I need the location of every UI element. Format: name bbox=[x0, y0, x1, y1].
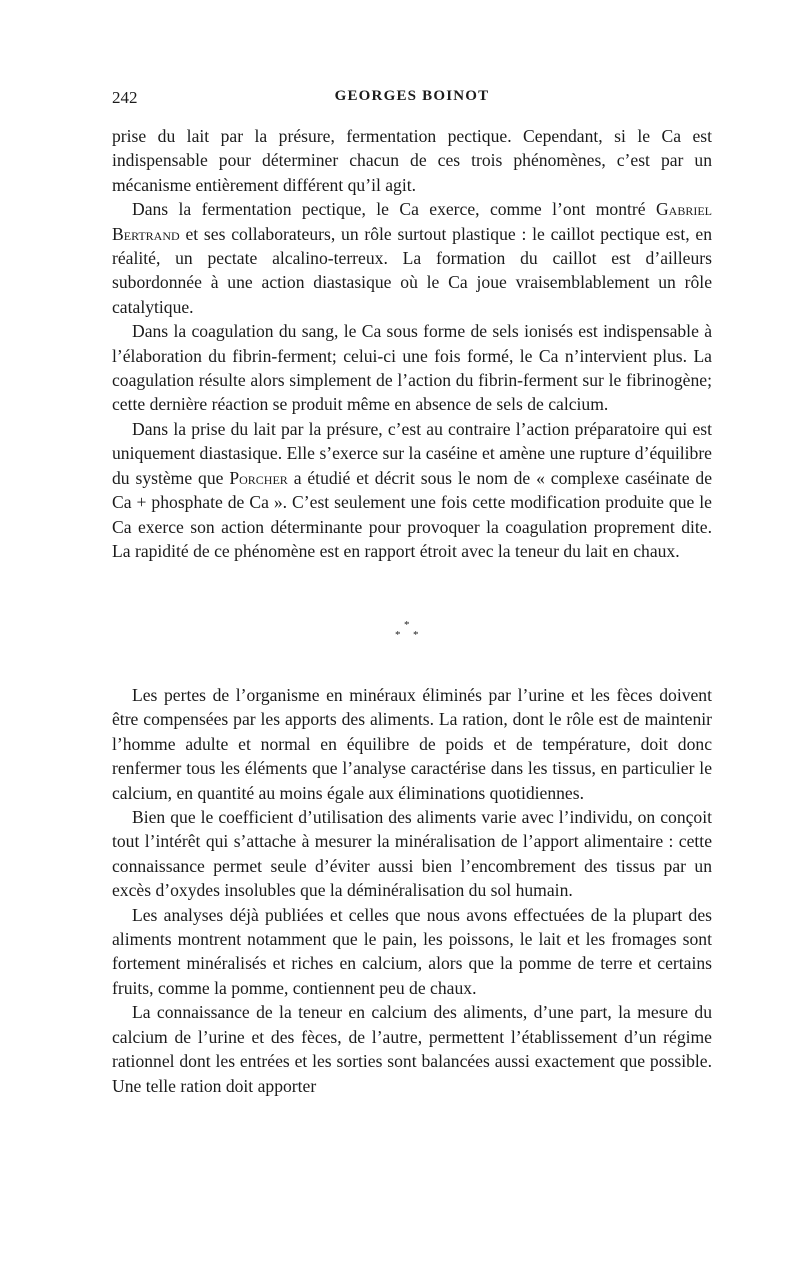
separator-star: * bbox=[404, 619, 410, 631]
paragraph-blood-coagulation: Dans la coagulation du sang, le Ca sous forme de sels ionisés est indispensable à l’élaboration du fibrin-ferment; celui-ci une fois formé, le Ca n’intervient plus. La coagulation résulte alors simplement de l’action du fibrin-ferment sur le fibrinogène; cette dernière réaction se produit même en absence de sels de calcium. bbox=[112, 321, 712, 415]
separator-star: * bbox=[413, 629, 419, 641]
paragraph-text: Dans la fermentation pectique, le Ca exerce, comme l’ont montré bbox=[132, 199, 646, 220]
paragraph-food-analyses: Les analyses déjà publiées et celles que nous avons effectuées de la plupart des aliments montrent notamment que le pain, les poissons, le lait et les fromages sont fortement minéralisés et riches en calcium, alors que la pomme de terre et certains fruits, comme la pomme, contiennent peu de chaux. bbox=[112, 904, 712, 998]
section-separator bbox=[388, 620, 428, 644]
running-title: GEORGES BOINOT bbox=[334, 88, 490, 104]
paragraph-rational-regime: La connaissance de la teneur en calcium des aliments, d’une part, la mesure du calcium de l’urine et des fèces, de l’autre, permettent l’établissement d’un régime rationnel dont les entrées et les sorties sont balancées aussi exactement que possible. Une telle ration doit apporter bbox=[112, 1002, 712, 1096]
paragraph-text: Dans la prise du lait par la présure, c’est au contraire l’action préparatoire qui est uniquement diastasique. Elle s’exerce sur la caséine et amène une rupture d’équilibre du système que bbox=[112, 418, 712, 488]
paragraph-text: et ses collaborateurs, un rôle surtout plastique : le caillot pectique est, en réalité, un pectate alcalino-terreux. La formation du caillot est d’ailleurs subordonnée à une action diastasique où le Ca joue vraisemblablement un rôle catalytique. bbox=[112, 223, 712, 317]
text-block-mineral-ration bbox=[112, 683, 712, 1098]
separator-star: * bbox=[395, 629, 401, 641]
paragraph-utilisation-coefficient: Bien que le coefficient d’utilisation des aliments varie avec l’individu, on conçoit tout l’intérêt qui s’attache à mesurer la minéralisation de l’apport alimentaire : cette connaissance permet seule d’éviter aussi bien l’encombrement des tissus par un excès d’oxydes insolubles que la déminéralisation du sol humain. bbox=[112, 807, 712, 901]
text-block-calcium-role bbox=[112, 124, 712, 563]
author-name: Porcher bbox=[229, 467, 288, 488]
page-number: 242 bbox=[112, 88, 138, 107]
running-head bbox=[112, 88, 712, 112]
paragraph-text: a étudié et décrit sous le nom de « complexe caséinate de Ca + phosphate de Ca ». C’est seulement une fois cette modification produite que le Ca exerce son action déterminante pour provoquer la coagulation proprement dite. La rapidité de ce phénomène est en rapport étroit avec la teneur du lait en chaux. bbox=[112, 467, 713, 561]
author-name: Gabriel Bertrand bbox=[112, 199, 712, 244]
paragraph-pectic-fermentation bbox=[112, 197, 712, 319]
paragraph-continuation: prise du lait par la présure, fermentation pectique. Cependant, si le Ca est indispensable pour déterminer chacun de ces trois phénomènes, c’est par un mécanisme entièrement différent qu’il agit. bbox=[112, 126, 712, 195]
paragraph-mineral-losses: Les pertes de l’organisme en minéraux éliminés par l’urine et les fèces doivent être compensées par les apports des aliments. La ration, dont le rôle est de maintenir l’homme adulte et normal en équilibre de poids et de température, doit donc renfermer tous les éléments que l’analyse caractérise dans les tissus, en particulier le calcium, en quantité au moins égale aux éliminations quotidiennes. bbox=[112, 685, 712, 803]
paragraph-milk-curdling bbox=[112, 417, 712, 563]
